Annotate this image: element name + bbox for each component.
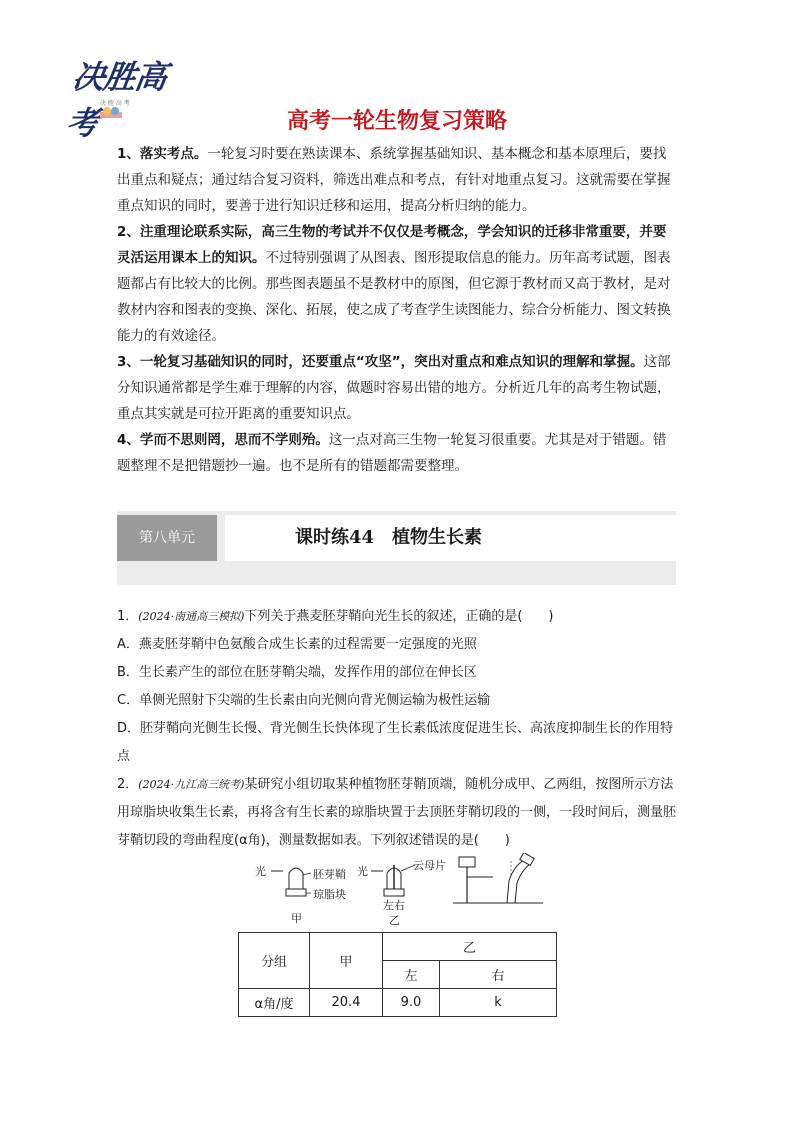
strategy-item [117,427,677,479]
question-2-stem [117,771,682,855]
table-row [239,989,557,1017]
strategy-text: 这一点对高三生物一轮复习很重要。尤其是对于错题。错题整理不是把错题抄一遍。也不是所有的错题都需要整理。 [117,432,667,474]
unit-title: 课时练44 植物生长素 [295,527,483,548]
group-a-label: 甲 [291,912,302,925]
strategy-lead: 3、一轮复习基础知识的同时，还要重点“攻坚”，突出对重点和难点知识的理解和掌握。 [117,354,644,370]
light-label-a: 光 [255,865,266,878]
experiment-figure [253,853,553,928]
question-source: (2024·南通高三模拟) [138,610,245,623]
logo-subtext: 决 胜 高 考 [100,100,130,107]
question-source: (2024·九江高三统考) [138,778,245,791]
table-row-label: α角/度 [239,989,310,1017]
unit-banner [117,511,676,585]
table-header-group: 分组 [239,933,310,989]
table-header-b: 乙 [383,933,557,961]
strategy-text: 不过特别强调了从图表、图形提取信息的能力。历年高考试题，图表题都占有比较大的比例。那些图表题虽不是教材中的原图，但它源于教材而又高于教材，是对教材内容和图表的变换、深化、拓展，使之成了考查学生读图能力、综合分析能力、图文转换能力的有效途径。 [117,250,671,344]
question-number: 1． [117,609,139,624]
logo-text: 决胜高考 [63,58,169,142]
question-text: 下列关于燕麦胚芽鞘向光生长的叙述，正确的是( ) [244,609,554,624]
question-text: 某研究小组切取某种植物胚芽鞘顶端，随机分成甲、乙两组，按图所示方法用琼脂块收集生长素，再将含有生长素的琼脂块置于去顶胚芽鞘切段的一侧，一段时间后，测量胚芽鞘切段的弯曲程度(α角)，测量数据如表。下列叙述错误的是( ) [117,777,677,848]
option-d: D．胚芽鞘向光侧生长慢、背光侧生长快体现了生长素低浓度促进生长、高浓度抑制生长的作用特点 [117,721,674,764]
option-b: B．生长素产生的部位在胚芽鞘尖端，发挥作用的部位在伸长区 [117,665,477,680]
strategy-lead: 1、落实考点。 [117,146,208,162]
table-header-a: 甲 [310,933,383,989]
strategy-item [117,349,677,427]
data-table [238,932,557,1017]
left-right-label: 左右 [383,899,405,912]
light-label-b: 光 [357,865,368,878]
question-1-stem [117,603,682,631]
strategy-text: 一轮复习时要在熟读课本、系统掌握基础知识、基本概念和基本原理后，要找出重点和疑点；通过结合复习资料，筛选出难点和考点，有针对地重点复习。这就需要在掌握重点知识的同时，要善于进行知识迁移和运用，提高分析归纳的能力。 [117,146,671,214]
question-number: 2． [117,777,139,792]
option-a: A．燕麦胚芽鞘中色氨酸合成生长素的过程需要一定强度的光照 [117,637,477,652]
group-b-label: 乙 [389,914,400,927]
questions [117,603,682,855]
strategy-item [117,141,677,219]
strategy-section [117,141,677,479]
table-cell: 20.4 [310,989,383,1017]
strategy-text: 这部分知识通常都是学生难于理解的内容，做题时容易出错的地方。分析近几年的高考生物试题，重点其实就是可拉开距离的重要知识点。 [117,354,671,422]
strategy-item [117,219,677,349]
unit-title-box [225,515,676,561]
strategy-lead: 4、学而不思则罔，思而不学则殆。 [117,432,329,448]
table-header-left: 左 [383,961,440,989]
mica-label: 云母片 [413,859,446,872]
table-header-right: 右 [440,961,557,989]
table-cell: 9.0 [383,989,440,1017]
strategy-lead: 2、注重理论联系实际，高三生物的考试并不仅仅是考概念，学会知识的迁移非常重要，并要灵活运用课本上的知识。 [117,224,667,266]
table-cell: k [440,989,557,1017]
page-title: 高考一轮生物复习策略 [286,109,507,134]
table-row [239,933,557,961]
coleoptile-label: 胚芽鞘 [313,868,346,881]
agar-label: 琼脂块 [313,888,346,901]
unit-tab: 第八单元 [117,515,217,561]
option-c: C．单侧光照射下尖端的生长素由向光侧向背光侧运输为极性运输 [117,693,491,708]
